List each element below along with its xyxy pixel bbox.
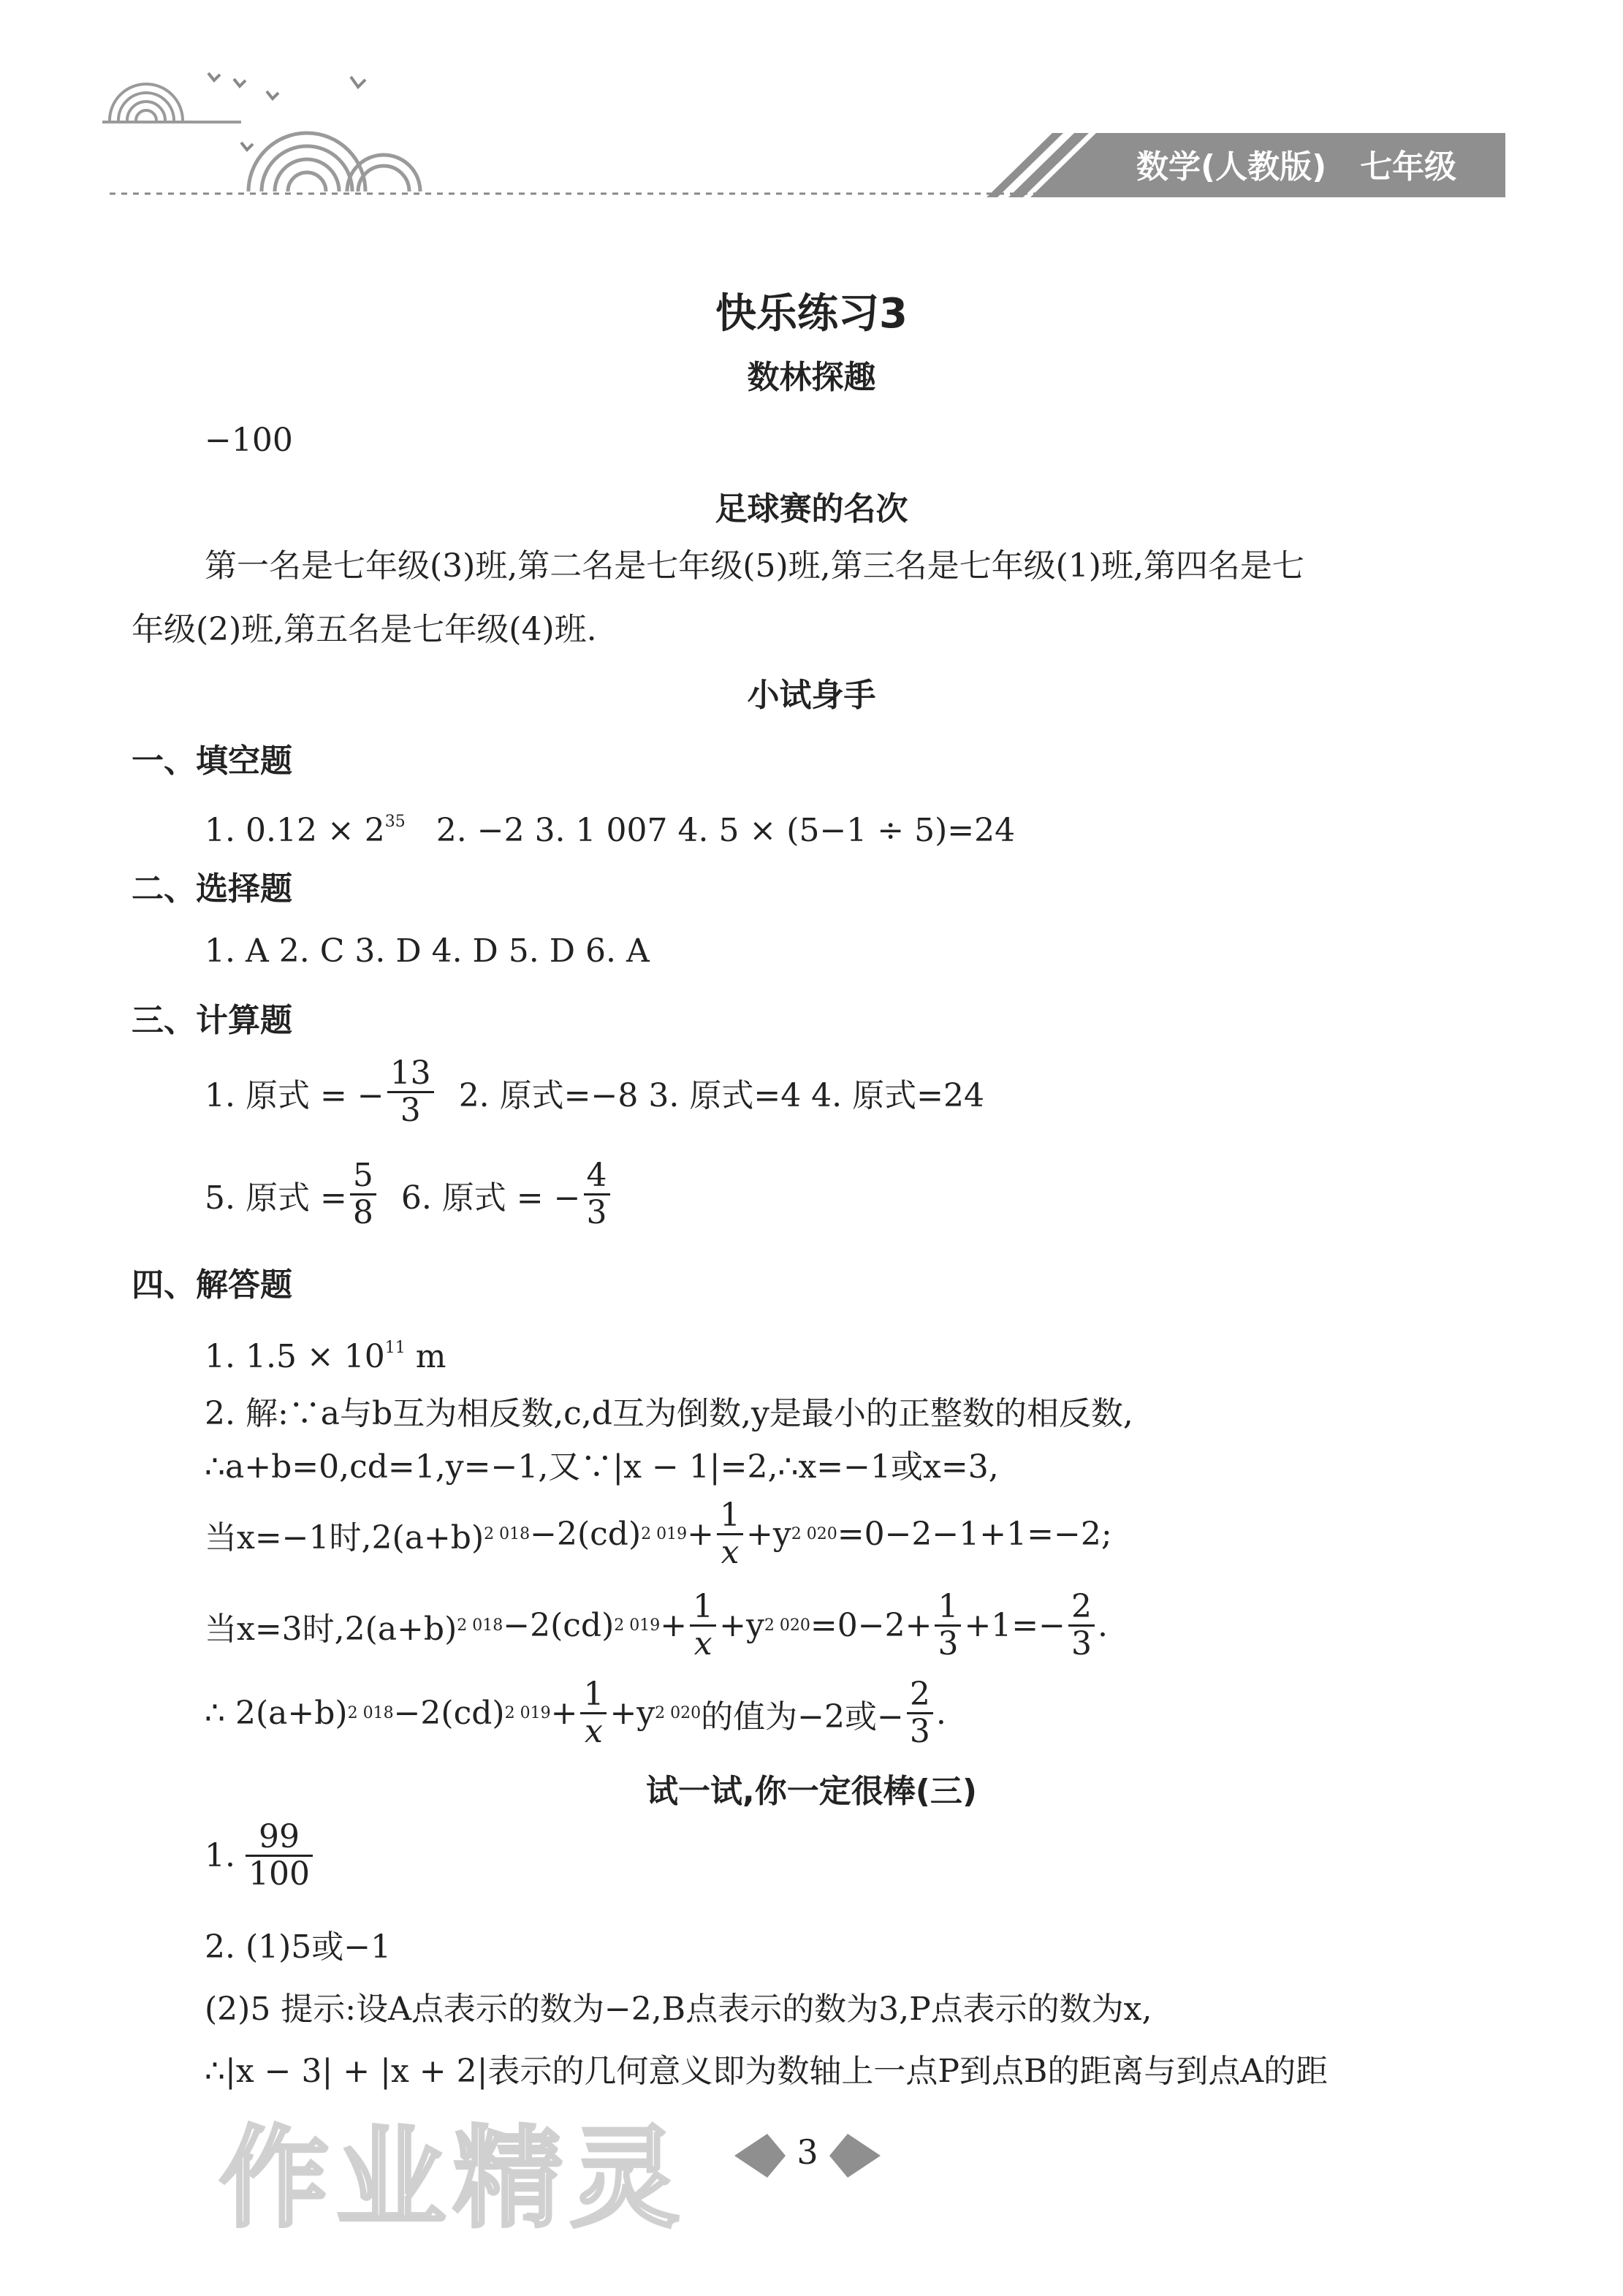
fraction: $\frac{1}{x}$ — [690, 1589, 716, 1662]
header-title — [1136, 140, 1456, 187]
header-subject: 数学(人教版) — [1136, 148, 1327, 186]
heading-tryit: 试一试,你一定很棒(三) — [646, 1773, 977, 1810]
solve-answer-1: 1. $1.5 \times 10^{11}$ m — [205, 1337, 446, 1375]
fraction: $\frac{4}{3}$ — [584, 1158, 610, 1231]
heading-football: 足球赛的名次 — [715, 490, 908, 528]
heading-choice: 二、选择题 — [132, 870, 292, 908]
calc-row-2: 5. 原式 = $\frac{5}{8}$ 6. 原式 = − $\frac{4}{3}$ — [205, 1158, 613, 1231]
fraction: $\frac{2}{3}$ — [1068, 1589, 1095, 1662]
calc-row-1: 1. 原式 = − $\frac{13}{3}$ 2. 原式=−8 3. 原式=4 4. 原式=24 — [205, 1054, 985, 1130]
heading-shulin: 数林探趣 — [747, 359, 876, 396]
rainbow-large-icon — [248, 133, 420, 191]
page-number: 3 — [797, 2132, 818, 2172]
heading-calc: 三、计算题 — [132, 1002, 292, 1039]
solve-answer-2-line4: 当x=3时,2(a+b) 2 018 −2(cd) 2 019 + $\frac{1}{x}$ +y 2 020 =0−2+ $\frac{1}{3}$ +1=− $\frac{2}{3}$ . — [205, 1588, 1109, 1663]
page-title: 快乐练习3 — [715, 290, 908, 338]
choice-answers: 1. A 2. C 3. D 4. D 5. D 6. A — [205, 932, 650, 970]
fill-answers: 1. $0.12 \times 2^{35}$ 2. −2 3. 1 007 4. 5 × (5−1 ÷ 5)=24 — [205, 811, 1016, 849]
fraction: $\frac{1}{x}$ — [580, 1677, 607, 1750]
fraction: $\frac{99}{100}$ — [246, 1820, 313, 1893]
fraction: $\frac{2}{3}$ — [907, 1677, 933, 1750]
fraction: $\frac{1}{3}$ — [935, 1589, 961, 1662]
tryit-answer-2-2: (2)5 提示:设A点表示的数为−2,B点表示的数为3,P点表示的数为x, — [205, 1991, 1152, 2028]
fraction: $\frac{5}{8}$ — [350, 1158, 376, 1231]
fraction: $\frac{13}{3}$ — [387, 1056, 434, 1129]
tryit-answer-2-1: 2. (1)5或−1 — [205, 1928, 392, 1966]
solve-answer-2-line2: ∴a+b=0,cd=1,y=−1,又∵|x − 1|=2,∴x=−1或x=3, — [205, 1448, 999, 1486]
solve-answer-2-line1: 2. 解:∵a与b互为相反数,c,d互为倒数,y是最小的正整数的相反数, — [205, 1395, 1133, 1432]
tryit-answer-2-3: ∴|x − 3| + |x + 2|表示的几何意义即为数轴上一点P到点B的距离与到点A的距 — [205, 2053, 1329, 2090]
rainbow-small-icon — [110, 84, 183, 121]
solve-answer-2-line5: ∴ 2(a+b) 2 018 −2(cd) 2 019 + $\frac{1}{x}$ +y 2 020 的值为−2或− $\frac{2}{3}$ . — [205, 1676, 946, 1751]
tryit-answer-1: 1. $\frac{99}{100}$ — [205, 1820, 316, 1893]
header-grade: 七年级 — [1360, 148, 1457, 186]
heading-xiaoshi: 小试身手 — [747, 677, 876, 714]
shulin-answer: −100 — [205, 422, 293, 459]
football-line2: 年级(2)班,第五名是七年级(4)班. — [132, 611, 597, 648]
watermark: 作业精灵 — [219, 2116, 688, 2243]
heading-solve: 四、解答题 — [132, 1266, 292, 1304]
football-line1: 第一名是七年级(3)班,第二名是七年级(5)班,第三名是七年级(1)班,第四名是七 — [205, 547, 1304, 585]
heading-fill: 一、填空题 — [132, 742, 292, 780]
solve-answer-2-line3: 当x=−1时,2(a+b) 2 018 −2(cd) 2 019 + $\frac{1}{x}$ +y 2 020 =0−2−1+1=−2; — [205, 1497, 1112, 1572]
fraction: $\frac{1}{x}$ — [717, 1498, 743, 1571]
